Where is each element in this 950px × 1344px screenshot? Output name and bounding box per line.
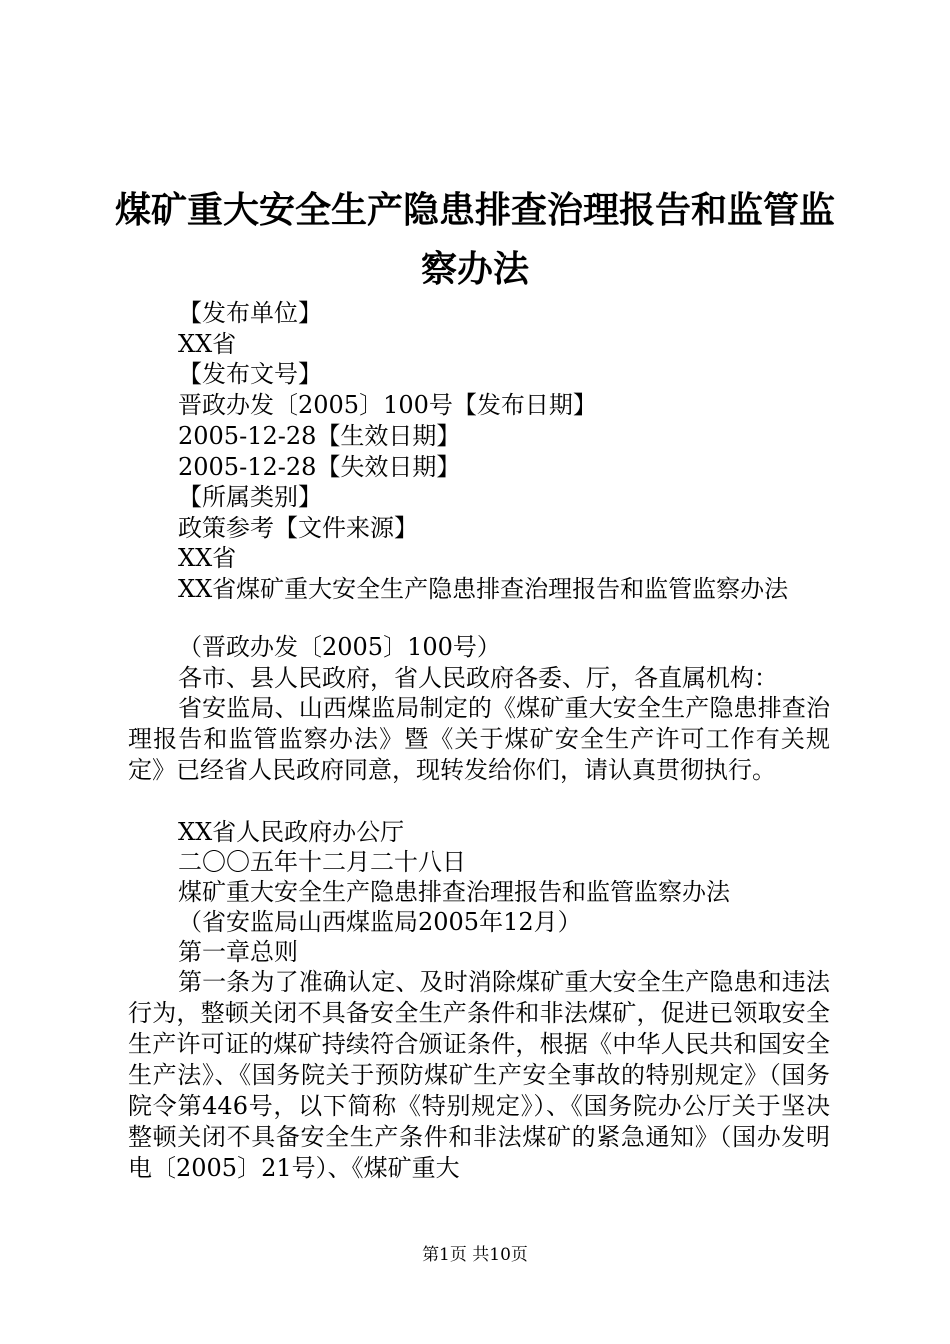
meta-line: 2005-12-28【失效日期】 <box>178 453 461 481</box>
subtitle-source: （省安监局山西煤监局2005年12月） <box>178 908 582 936</box>
notice-paragraph: 省安监局、山西煤监局制定的《煤矿重大安全生产隐患排查治理报告和监管监察办法》暨《关于煤矿安全生产许可工作有关规定》已经省人民政府同意，现转发给你们，请认真贯彻执行。 <box>128 694 830 784</box>
document-title-line-2: 察办法 <box>420 248 529 290</box>
issuer: XX省人民政府办公厅 <box>178 818 405 846</box>
document-title-line-1: 煤矿重大安全生产隐患排查治理报告和监管监 <box>114 189 835 231</box>
meta-line: 【发布文号】 <box>178 360 322 388</box>
meta-line: 2005-12-28【生效日期】 <box>178 422 461 450</box>
addressee: 各市、县人民政府，省人民政府各委、厅，各直属机构： <box>178 664 778 692</box>
subtitle: 煤矿重大安全生产隐患排查治理报告和监管监察办法 <box>178 878 730 906</box>
meta-line: XX省煤矿重大安全生产隐患排查治理报告和监管监察办法 <box>178 575 789 603</box>
meta-line: 【发布单位】 <box>178 299 322 327</box>
page-indicator: 第1页 共10页 <box>422 1245 528 1265</box>
meta-line: XX省 <box>178 544 237 572</box>
article-1-paragraph: 第一条为了准确认定、及时消除煤矿重大安全生产隐患和违法行为，整顿关闭不具备安全生产条件和非法煤矿，促进已领取安全生产许可证的煤矿持续符合颁证条件，根据《中华人民共和国安全生产法》、《国务院关于预防煤矿生产安全事故的特别规定》（国务院令第446号，以下简称《特别规定》）、《国务院办公厅关于坚决整顿关闭不具备安全生产条件和非法煤矿的紧急通知》（国办发明电〔2005〕21号）、《煤矿重大 <box>128 968 830 1182</box>
meta-line: 【所属类别】 <box>178 483 322 511</box>
meta-line: XX省 <box>178 330 237 358</box>
meta-line: 政策参考【文件来源】 <box>178 514 418 542</box>
chapter-heading: 第一章总则 <box>178 938 298 966</box>
issue-date: 二〇〇五年十二月二十八日 <box>178 848 466 876</box>
meta-line: 晋政办发〔2005〕100号【发布日期】 <box>178 391 597 419</box>
document-number: （晋政办发〔2005〕100号） <box>178 633 501 661</box>
